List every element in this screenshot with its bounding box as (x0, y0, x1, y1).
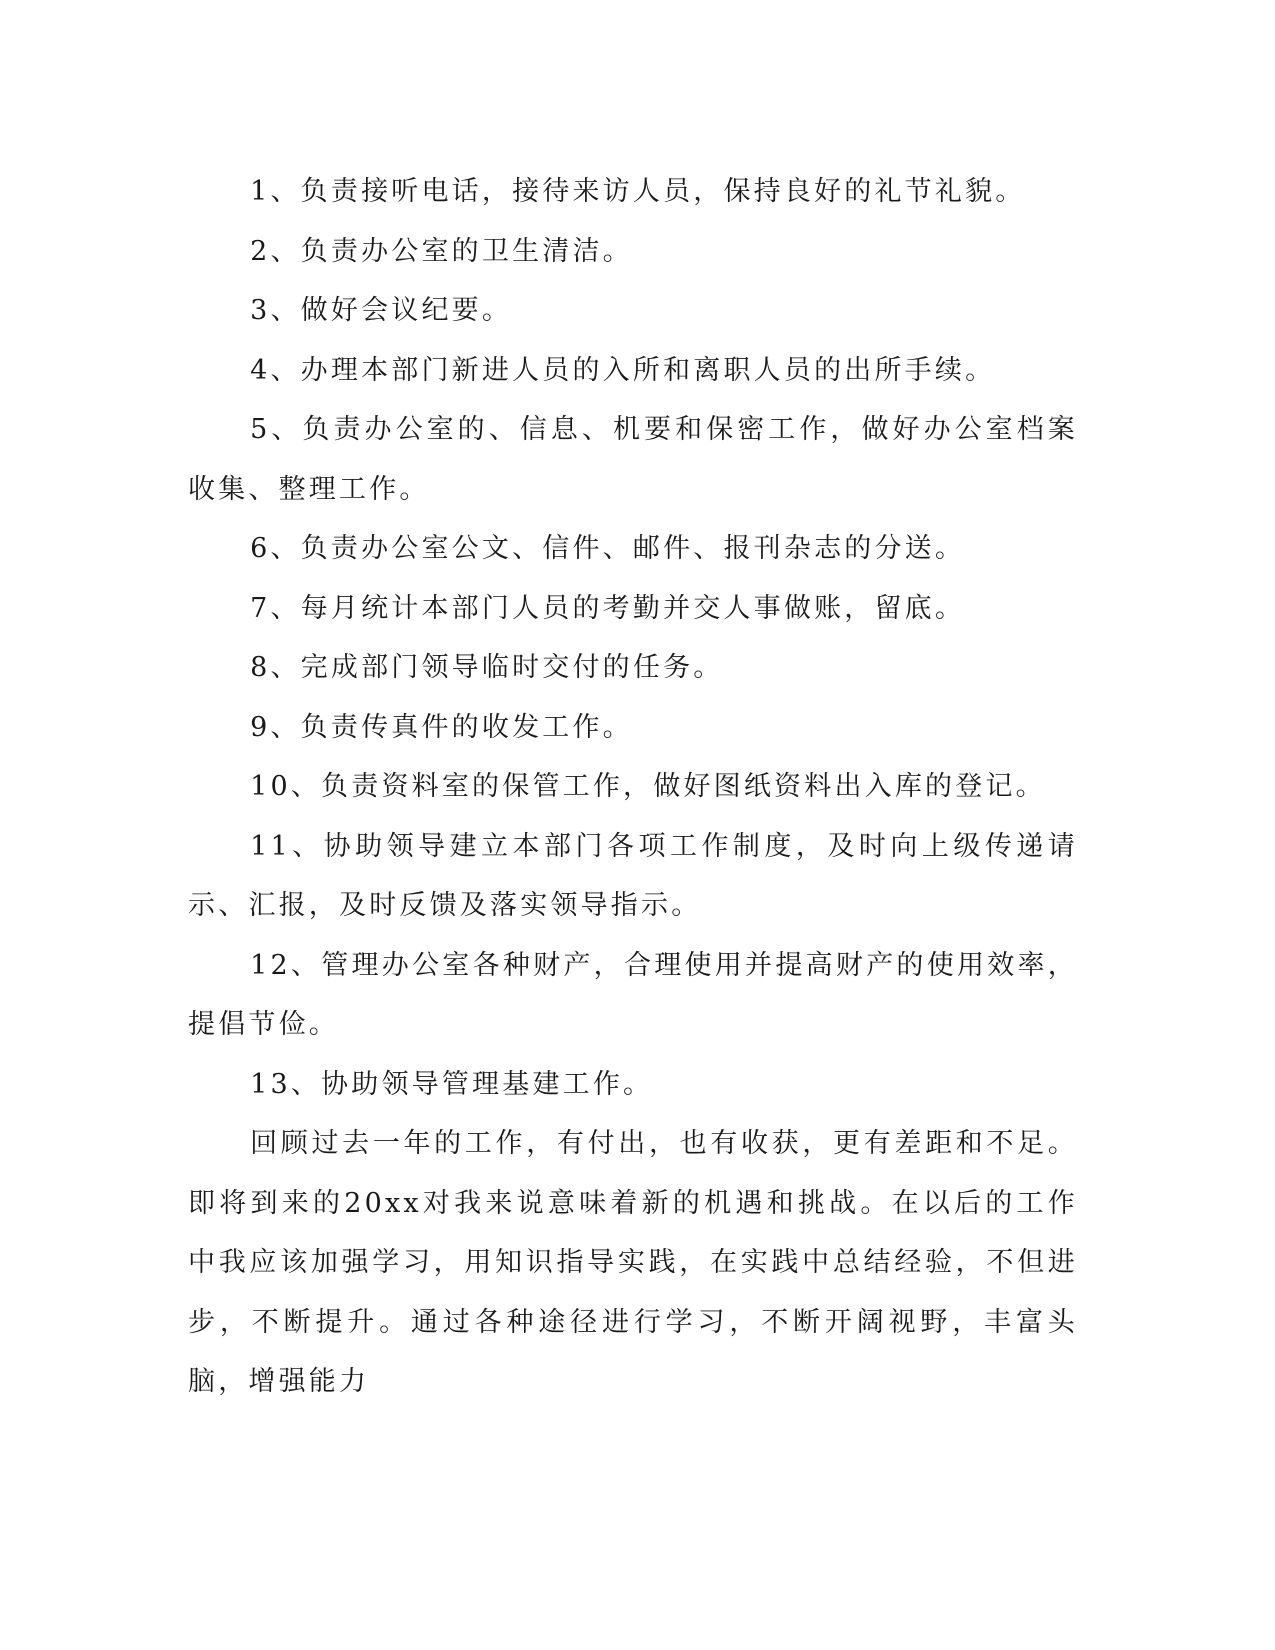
paragraph-9: 9、负责传真件的收发工作。 (250, 711, 633, 743)
paragraph-12: 12、管理办公室各种财产，合理使用并提高财产的使用效率，提倡节俭。 (188, 949, 1078, 1040)
paragraph-6: 6、负责办公室公文、信件、邮件、报刊杂志的分送。 (250, 533, 966, 564)
paragraph-8: 8、完成部门领导临时交付的任务。 (250, 652, 724, 683)
paragraph-1: 1、负责接听电话，接待来访人员，保持良好的礼节礼貌。 (250, 176, 1026, 207)
paragraph-3: 3、做好会议纪要。 (250, 295, 513, 326)
paragraph-5: 5、负责办公室的、信息、机要和保密工作，做好办公室档案收集、整理工作。 (188, 414, 1078, 505)
paragraph-11: 11、协助领导建立本部门各项工作制度，及时向上级传递请示、汇报，及时反馈及落实领导指示。 (188, 830, 1078, 921)
paragraph-2: 2、负责办公室的卫生清洁。 (250, 235, 633, 267)
paragraph-10: 10、负责资料室的保管工作，做好图纸资料出入库的登记。 (250, 771, 1046, 802)
document-body (188, 162, 1078, 1412)
paragraph-summary: 回顾过去一年的工作，有付出，也有收获，更有差距和不足。即将到来的20xx对我来说意味着新的机遇和挑战。在以后的工作中我应该加强学习，用知识指导实践，在实践中总结经验，不但进步，不断提升。通过各种途径进行学习，不断开阔视野，丰富头脑，增强能力 (188, 1128, 1078, 1397)
paragraph-7: 7、每月统计本部门人员的考勤并交人事做账，留底。 (250, 592, 966, 624)
paragraph-4: 4、办理本部门新进人员的入所和离职人员的出所手续。 (250, 354, 996, 386)
paragraph-13: 13、协助领导管理基建工作。 (250, 1068, 654, 1100)
